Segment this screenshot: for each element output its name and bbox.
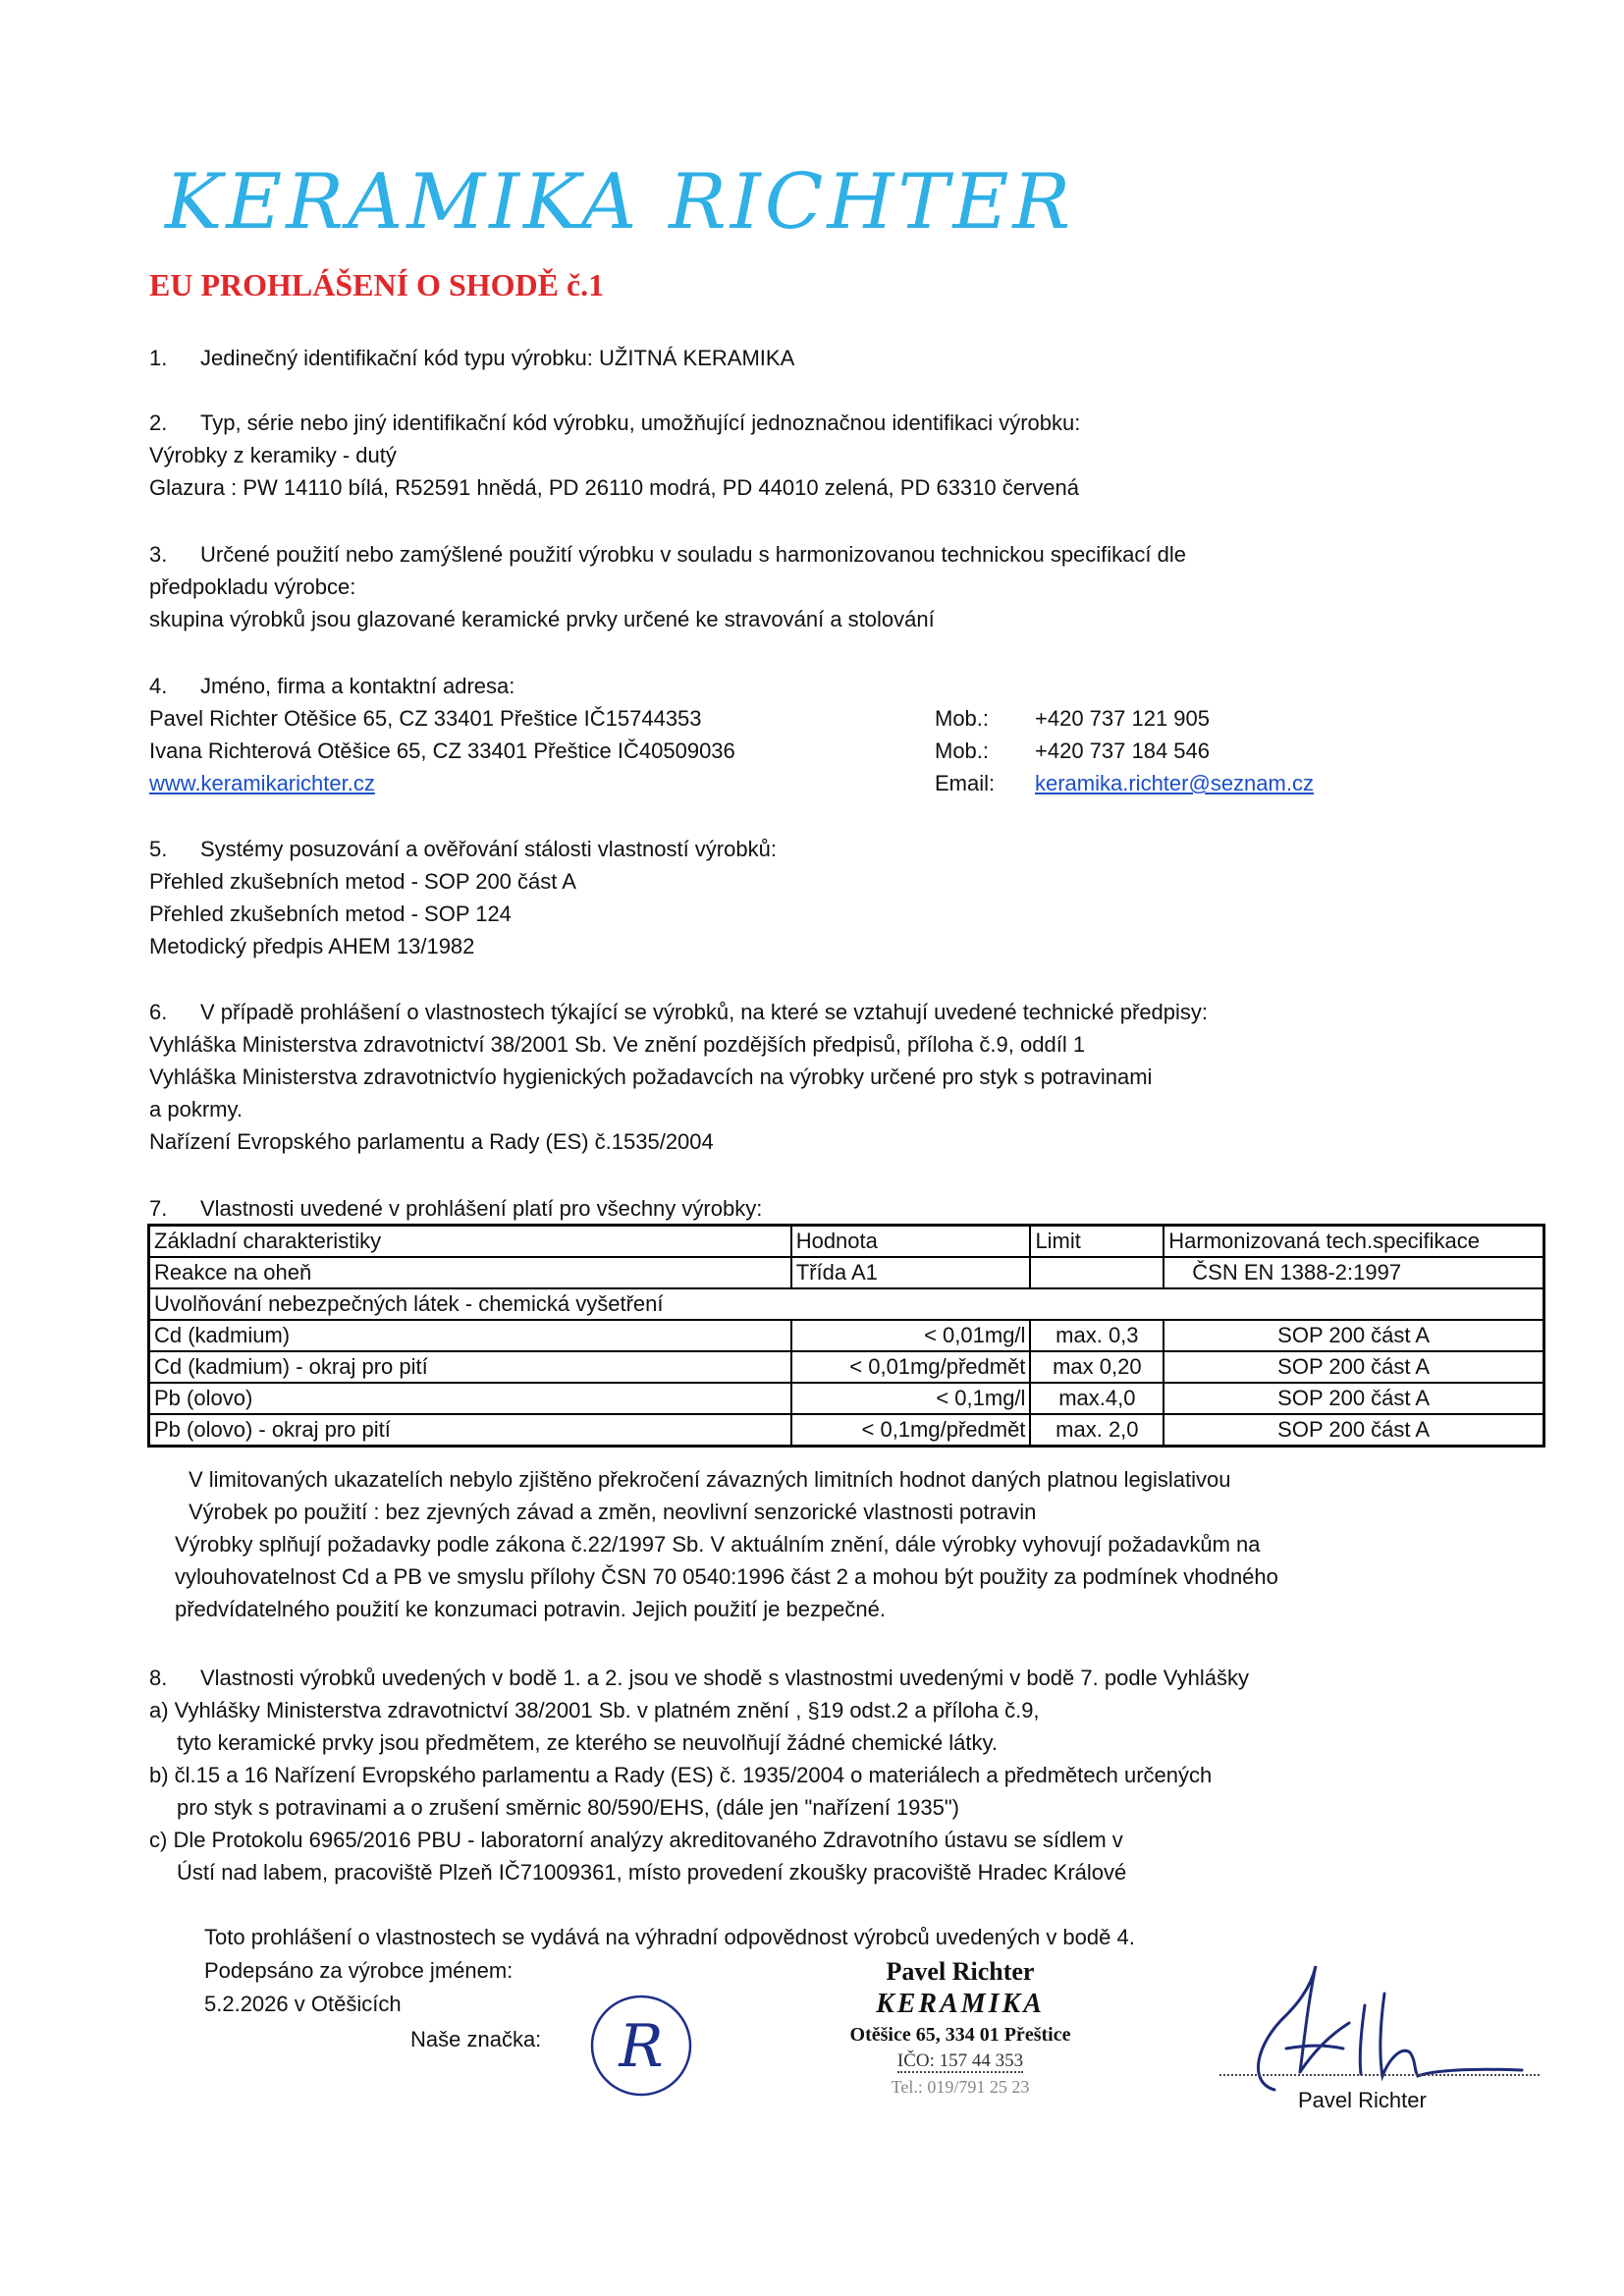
signed-for-label: Podepsáno za výrobce jménem: [204,1958,514,1983]
contact-labels: Mob.: Mob.: Email: [935,706,996,795]
table-row: Pb (olovo) < 0,1mg/l max.4,0 SOP 200 část A [149,1383,1544,1414]
email-link[interactable]: keramika.richter@seznam.cz [1035,771,1314,795]
date-place: 5.2.2026 v Otěšicích [204,1992,402,2016]
svg-text:R: R [619,2012,664,2081]
note-5: předvídatelného použití ke konzumaci potravin. Jejich použití je bezpečné. [175,1597,886,1621]
section-8: 8. Vlastnosti výrobků uvedených v bodě 1. a 2. jsou ve shodě s vlastnostmi uvedenými v bodě 7. podle Vyhlášky a) Vyhlášky Ministerstva zdravotnictví 38/2001 Sb. v platném znění , §19 odst.2 a příloha č.9, tyto keramické prvky jsou předmětem, ze kterého se neuvolňují žádné chemické látky. b) čl.15 a 16 Nařízení Evropského parlamentu a Rady (ES) č. 1935/2004 o materiálech a předmětech určených pro styk s potravinami a o zrušení směrnic 80/590/EHS, (dále jen "nařízení 1935") c) Dle Protokolu 6965/2016 PBU - laboratorní analýzy akreditovaného Zdravotního ústavu se sídlem v Ústí nad labem, pracoviště Plzeň IČ71009361, místo provedení zkoušky pracoviště Hradec Králové [149,1666,1250,1885]
mobile-2: +420 737 184 546 [1035,738,1211,763]
contact-values [1035,702,1314,799]
table-section-row: Uvolňování nebezpečných látek - chemická vyšetření [149,1288,1544,1320]
table-header-row: Základní charakteristiky Hodnota Limit Harmonizovaná tech.specifikace [149,1226,1544,1258]
website-link[interactable]: www.keramikarichter.cz [149,771,375,795]
company-stamp: Pavel Richter KERAMIKA Otěšice 65, 334 01 Přeštice IČO: 157 44 353 Tel.: 019/791 25 23 [849,1957,1071,2097]
document-title: EU PROHLÁŠENÍ O SHODĚ č.1 [149,267,605,302]
section-3: 3. Určené použití nebo zamýšlené použití výrobku v souladu s harmonizovanou technickou specifikací dle předpokladu výrobce: skupina výrobků jsou glazované keramické prvky určené ke stravování a stolování [149,542,1186,631]
note-3: Výrobky splňují požadavky podle zákona č.22/1997 Sb. V aktuálním znění, dále výrobky vyhovují požadavkům na [175,1532,1261,1557]
mark-label: Naše značka: [410,2027,542,2051]
section-6: 6. V případě prohlášení o vlastnostech týkající se výrobků, na které se vztahují uvedené technické předpisy: Vyhláška Ministerstva zdravotnictví 38/2001 Sb. Ve znění pozdějších předpisů, příloha č.9, oddíl 1 Vyhláška Ministerstva zdravotnictvío hygienických požadavcích na výrobky určené pro styk s potravinami a pokrmy. Nařízení Evropského parlamentu a Rady (ES) č.1535/2004 [149,1000,1209,1154]
signature-line [1219,2074,1540,2076]
company-logo [165,137,1075,255]
logo-text: KERAMIKA RICHTER [165,158,1075,246]
contact-person-1: Pavel Richter Otěšice 65, CZ 33401 Přeštice IČ15744353 [149,706,702,731]
section-5: 5. Systémy posuzování a ověřování stálosti vlastností výrobků: Přehled zkušebních metod - SOP 200 část A Přehled zkušebních metod - SOP 124 Metodický předpis AHEM 13/1982 [149,837,777,958]
section-7-heading: 7. Vlastnosti uvedené v prohlášení platí pro všechny výrobky: [149,1196,763,1221]
section-4: 4. Jméno, firma a kontaktní adresa: Pavel Richter Otěšice 65, CZ 33401 Přeštice IČ15744353 Ivana Richterová Otěšice 65, CZ 33401 Přeštice IČ40509036 www.keramikarichter.cz [149,674,735,795]
note-1: V limitovaných ukazatelích nebylo zjištěno překročení závazných limitních hodnot daných platnou legislativou [189,1467,1231,1492]
note-4: vylouhovatelnost Cd a PB ve smyslu přílohy ČSN 70 0540:1996 část 2 a mohou být použity za podmínek vhodného [175,1564,1278,1589]
brand-mark-icon [587,1992,695,2100]
section-2: 2. Typ, série nebo jiný identifikační kód výrobku, umožňující jednoznačnou identifikaci výrobku: Výrobky z keramiky - dutý Glazura : PW 14110 bílá, R52591 hnědá, PD 26110 modrá, PD 44010 zelená, PD 63310 červená [149,410,1081,500]
mobile-1: +420 737 121 905 [1035,706,1211,731]
table-row: Cd (kadmium) < 0,01mg/l max. 0,3 SOP 200 část A [149,1320,1544,1351]
contact-person-2: Ivana Richterová Otěšice 65, CZ 33401 Přeštice IČ40509036 [149,738,735,763]
section-1: 1. Jedinečný identifikační kód typu výrobku: UŽITNÁ KERAMIKA [149,346,795,370]
declaration-statement: Toto prohlášení o vlastnostech se vydává na výhradní odpovědnost výrobců uvedených v bodě 4. [204,1925,1135,1949]
table-row: Reakce na oheň Třída A1 ČSN EN 1388-2:1997 [149,1257,1544,1288]
note-2: Výrobek po použití : bez zjevných závad a změn, neovlivní senzorické vlastnosti potravin [189,1500,1037,1524]
signatory-name: Pavel Richter [1298,2088,1427,2112]
properties-table [147,1224,1545,1448]
table-row: Cd (kadmium) - okraj pro pití < 0,01mg/předmět max 0,20 SOP 200 část A [149,1351,1544,1383]
table-row: Pb (olovo) - okraj pro pití < 0,1mg/předmět max. 2,0 SOP 200 část A [149,1414,1544,1447]
